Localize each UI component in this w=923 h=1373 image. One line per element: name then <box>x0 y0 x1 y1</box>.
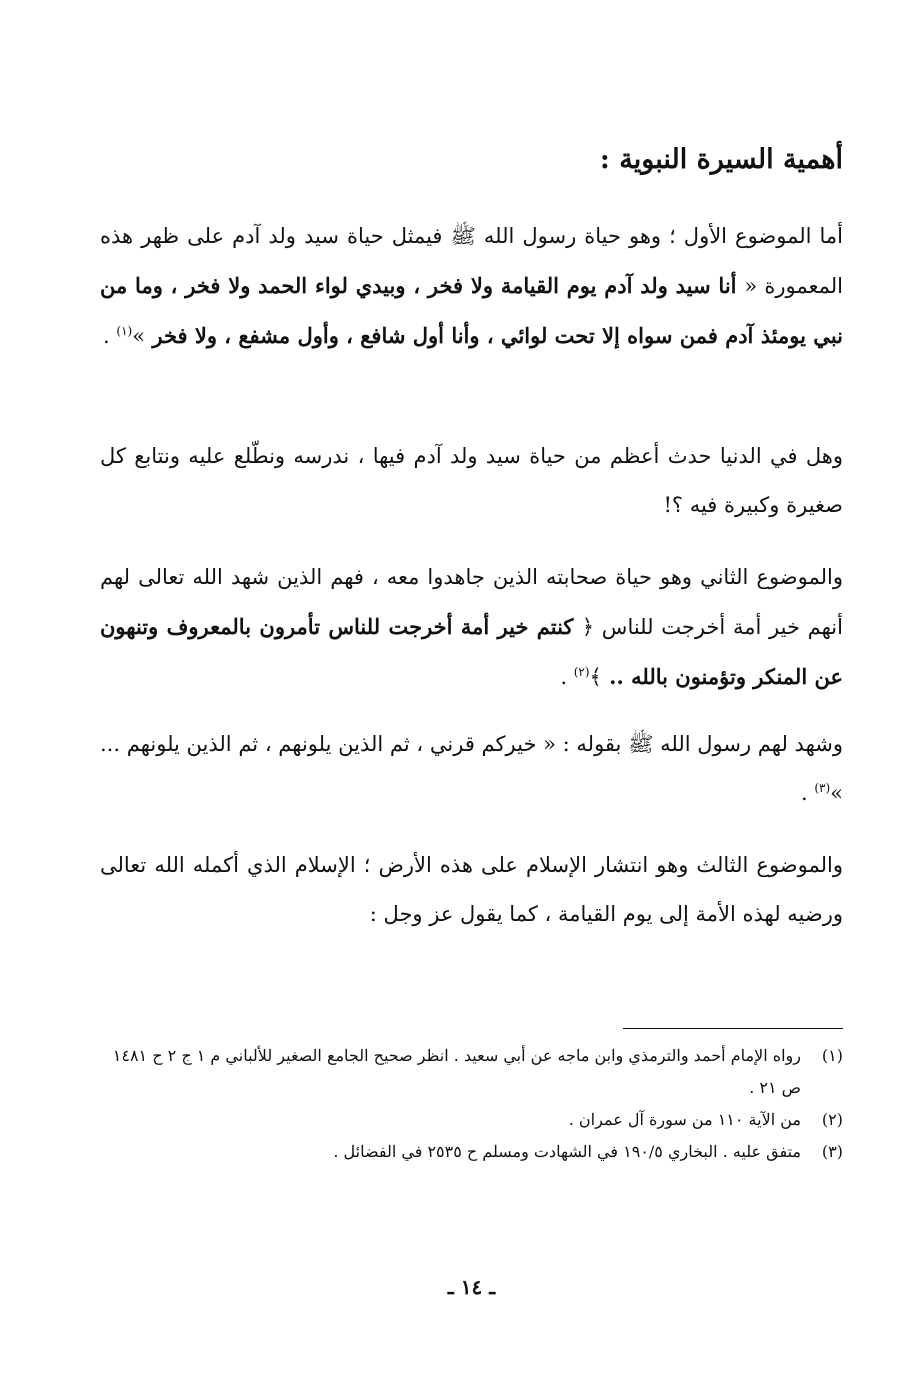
paragraph-3 <box>100 553 843 702</box>
footnote-text: من الآية ١١٠ من سورة آل عمران . <box>568 1110 801 1129</box>
footnote-number: (٣) <box>821 1142 843 1161</box>
paragraph-4 <box>100 720 843 818</box>
footnote-ref-2: (٢) <box>573 665 590 679</box>
footnote-number: (٢) <box>821 1110 843 1129</box>
book-page <box>100 0 843 1373</box>
footnotes <box>100 1040 843 1168</box>
footnote-ref-1: (١) <box>116 324 133 338</box>
footnote-3 <box>100 1136 843 1168</box>
paragraph-4-intro: وشهد لهم رسول الله ﷺ بقوله : « خيركم قرني ، ثم الذين يلونهم ، ثم الذين يلونهم ... » <box>100 732 843 805</box>
paragraph-5-text: والموضوع الثالث وهو انتشار الإسلام على هذه الأرض ؛ الإسلام الذي أكمله الله تعالى ورضيه لهذه الأمة إلى يوم القيامة ، كما يقول عز وجل : <box>100 853 843 926</box>
section-heading: أهمية السيرة النبوية : <box>599 144 843 175</box>
paragraph-4-end: . <box>800 781 815 805</box>
footnote-1 <box>100 1040 843 1104</box>
footnote-text: رواه الإمام أحمد والترمذي وابن ماجه عن أبي سعيد . انظر صحيح الجامع الصغير للألباني م ١ ج ٢ ح ١٤٨١ ص ٢١ . <box>112 1046 801 1097</box>
paragraph-5 <box>100 841 843 939</box>
footnote-text: متفق عليه . البخاري ١٩٠/٥ في الشهادت ومسلم ح ٢٥٣٥ في الفضائل . <box>333 1142 801 1161</box>
footnote-ref-3: (٣) <box>814 781 831 795</box>
quote-close-3: ﴾ <box>589 665 602 689</box>
quote-close-1: » <box>132 324 146 348</box>
paragraph-1-intro: أما الموضوع الأول ؛ وهو حياة رسول الله ﷺ فيمثل حياة سيد ولد آدم على ظهر هذه المعمورة « <box>100 224 843 298</box>
paragraph-1-end: . <box>103 324 117 348</box>
paragraph-3-intro: والموضوع الثاني وهو حياة صحابته الذين جاهدوا معه ، فهم الذين شهد الله تعالى لهم أنهم خير أمة أخرجت للناس ﴿ <box>100 565 843 639</box>
paragraph-2 <box>100 432 843 530</box>
footnote-2 <box>100 1104 843 1136</box>
paragraph-2-text: وهل في الدنيا حدث أعظم من حياة سيد ولد آدم فيها ، ندرسه ونطّلع عليه ونتابع كل صغيرة وكبيرة فيه ؟! <box>100 444 843 517</box>
hadith-quote-1: أنا سيد ولد آدم يوم القيامة ولا فخر ، وبيدي لواء الحمد ولا فخر ، وما من نبي يومئذ آدم فمن سواه إلا تحت لوائي ، وأنا أول شافع ، وأول مشفع ، ولا فخر <box>100 273 843 348</box>
footnote-divider <box>623 1028 843 1029</box>
quran-quote: كنتم خير أمة أخرجت للناس تأمرون بالمعروف وتنهون عن المنكر وتؤمنون بالله .. <box>100 614 843 689</box>
page-number: ـ ١٤ ـ <box>447 1275 496 1299</box>
paragraph-3-end: . <box>560 665 574 689</box>
footnote-number: (١) <box>821 1046 843 1065</box>
paragraph-1 <box>100 212 843 361</box>
